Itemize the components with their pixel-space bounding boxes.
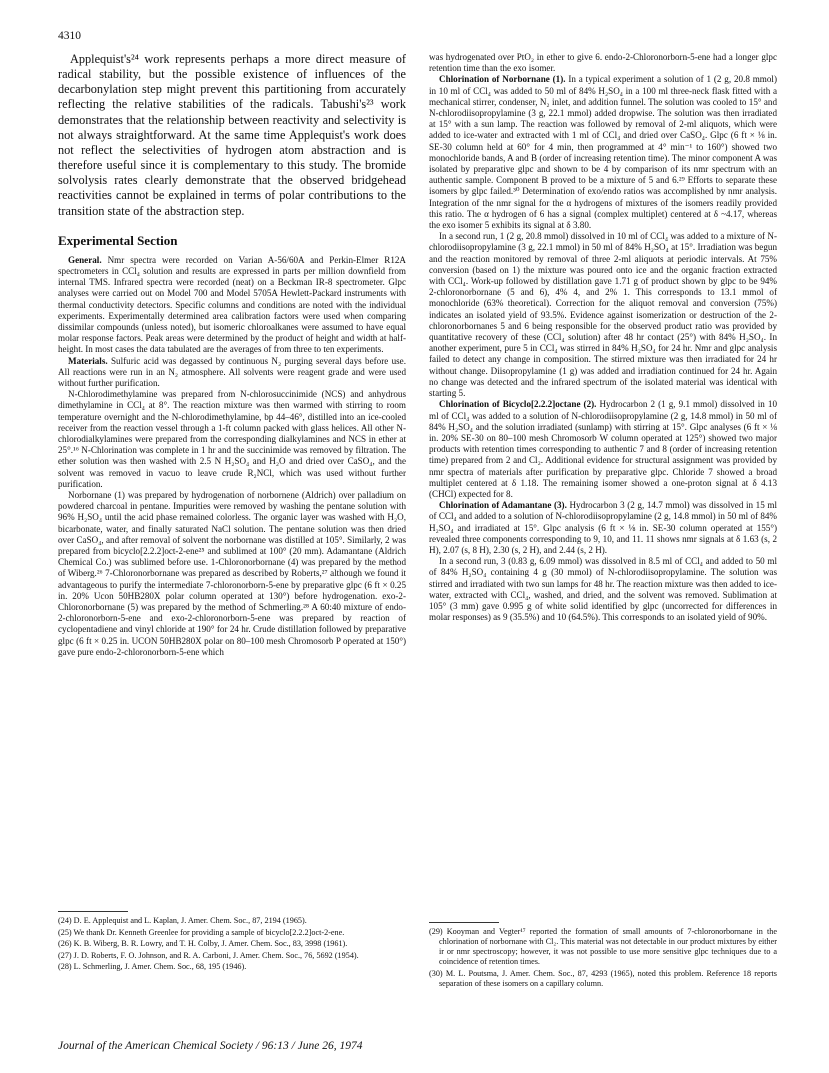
paragraph-text: In a typical experiment a solution of 1 (2 g, 20.8 mmol) in 10 ml of CCl₄ was added to 50 ml of 84% H₂SO₄ in a 100 ml three-neck flask fitted with a mechanical stirrer, condenser, N₂ inlet, and addition funnel. The solution was cooled to 15° and N-chlorodiisopropylamine (3 g, 22.1 mmol) added dropwise. The solution was then irradiated at 15° with a sun lamp. The reaction was followed by removal of 2-ml aliquots, which were added to ice-water and extracted with 1 ml of CCl₄ and dried over CaSO₄. Glpc (6 ft × ⅛ in. SE-30 column held at 60° for 4 min, then programmed at 4° min⁻¹ to 160°) showed two monochloride bands, A and B (order of increasing retention time). The minor component A was isolated by preparative glpc and shown to be 4 by comparison of its nmr spectrum with an authentic sample. Component B proved to be a mixture of 5 and 6.²⁹ Efforts to separate these isomers by glpc failed.³⁰ Determination of exo/endo ratios was accomplished by nmr analysis. Integration of the nmr signal for the α hydrogens of mixtures of the isomers readily provided this ratio. The α hydrogen of 6 has a signal (complex multiplet) centered at δ ~4.17, whereas the exo isomer 5 exhibits its signal at δ 3.80. bbox=[429, 74, 777, 231]
paragraph-text: Nmr spectra were recorded on Varian A-56/60A and Perkin-Elmer R12A spectrometers in CCl₄ solution and results are expressed in parts per million downfield from internal TMS. Infrared spectra were recorded (neat) on a Beckman IR-8 spectrometer. Glpc analyses were carried out on Model 700 and Model 5705A Hewlett-Packard instruments with thermal conductivity detectors. Specific columns and conditions are noted with the individual experiments. Experimentally determined area calibration factors were used when comparing dissimilar compounds (unless noted), but isomeric chloroalkanes were assumed to have equal molar response factors. Peak areas were determined by the product of height and width at half-height. In most cases the data tabulated are the averages of from three to ten experiments. bbox=[58, 254, 406, 355]
paragraph-text: Norbornane (1) was prepared by hydrogenation of norbornene (Aldrich) over palladium on powdered charcoal in pentane. Impurities were removed by washing the pentane solution with 96% H₂SO₄ until the acid phase remained colorless. The organic layer was washed with H₂O, bicarbonate, water, and finally saturated NaCl solution. The pentane solution was then dried over CaSO₄, and after removal of solvent the norbornane was distilled at 105°. Similarly, 2 was prepared from bicyclo[2.2.2]oct-2-ene²⁵ and sublimed at 100° (20 mm). Adamantane (Aldrich Chemical Co.) was sublimed before use. 1-Chloronorbornane (4) was prepared by the method of Wiberg.²⁶ 7-Chloronorbornane was prepared as described by Roberts,²⁷ although we found it advantageous to purify the intermediate 7-chloronorborn-5-ene by preparative glpc (6 ft × 0.25 in. 20% Ucon 50HB280X polar column operated at 130°) before hydrogenation. exo-2-Chloronorbornane (5) was prepared by the method of Schmerling.²⁸ A 60:40 mixture of endo-2-chloronorborn-5-ene and exo-2-chloronorborn-5-ene was prepared by reaction of cyclopentadiene and vinyl chloride at 190° for 24 hr. Crude distillation followed by preparative glpc (6 ft × 0.25 in. UCON 50HB280X polar on 80–100 mesh Chromosorb P operated at 150°) gave pure endo-2-chloronorborn-5-ene which bbox=[58, 489, 406, 657]
paragraph-chlorination-adamantane bbox=[429, 500, 777, 556]
footnote-divider bbox=[58, 911, 128, 912]
paragraph-text: In a second run, 3 (0.83 g, 6.09 mmol) was dissolved in 8.5 ml of CCl₄ and added to 50 ml of 84% H₂SO₄ containing 4 g (30 mmol) of N-chlorodiisopropylamine. The solution was stirred and irradiated with two sun lamps for 48 hr. The reaction mixture was then added to ice-water, extracted with CCl₄, washed, and dried, and the solvent was removed. Sublimation at 105° (3 mm) gave 0.995 g of white solid identified by glpc (uncorrected for differences in molar responses) as 9 (35.5%) and 10 (64.5%). This corresponds to an isolated yield of 90%. bbox=[429, 556, 777, 623]
left-column bbox=[58, 52, 406, 658]
paragraph-lead: General. bbox=[68, 254, 102, 265]
paragraph-chlorination-bicyclooctane bbox=[429, 399, 777, 500]
section-heading: Experimental Section bbox=[58, 232, 178, 248]
paragraph-lead: Materials. bbox=[68, 355, 108, 366]
paragraph-second-run-adamantane bbox=[429, 556, 777, 623]
paragraph-general bbox=[58, 255, 406, 356]
paragraph-lead: Chlorination of Bicyclo[2.2.2]octane (2). bbox=[439, 399, 597, 410]
paragraph-text: Hydrocarbon 3 (2 g, 14.7 mmol) was dissolved in 15 ml of CCl₄ and added to a solution of N-chlorodiisopropylamine (2 g, 14.8 mmol) in 50 ml of 84% H₂SO₄ and irradiated at 15°. Glpc analysis (6 ft × ⅛ in. SE-30 column operated at 155°) revealed three components corresponding to 9, 10, and 11. 11 shows nmr signals at δ 1.63 (s, 2 H), 2.07 (s, 8 H), 2.30 (s, 2 H), and 2.44 (s, 2 H). bbox=[429, 500, 777, 555]
footnote: (27) J. D. Roberts, F. O. Johnson, and R. A. Carboni, J. Amer. Chem. Soc., 76, 5692 (1954). bbox=[58, 950, 359, 960]
footnote: (26) K. B. Wiberg, B. R. Lowry, and T. H. Colby, J. Amer. Chem. Soc., 83, 3998 (1961). bbox=[58, 939, 348, 949]
journal-footer: Journal of the American Chemical Society / 96:13 / June 26, 1974 bbox=[58, 1040, 363, 1052]
footnote-divider bbox=[429, 922, 499, 923]
footnote: (28) L. Schmerling, J. Amer. Chem. Soc., 68, 195 (1946). bbox=[58, 962, 247, 972]
paragraph-lead: Chlorination of Norbornane (1). bbox=[439, 74, 566, 85]
footnotes-right bbox=[429, 922, 777, 991]
right-column bbox=[429, 52, 777, 623]
paragraph-chlorination-norbornane bbox=[429, 74, 777, 231]
intro-paragraph: Applequist's²⁴ work represents perhaps a more direct measure of radical stability, but the possible existence of influences of the decarbonylation step might prevent this partitioning from accurately reflecting the relative stabilities of the radicals. Tabushi's²³ work demonstrates that the relationship between reactivity and selectivity is not always straightforward. At the same time Applequist's work does not reflect the selectivities of hydrogen atom abstraction and is therefore useful since it is complementary to this study. The bromide solvolysis rates clearly demonstrate that the observed bridgehead reactivities cannot be explained in terms of polar contributions to the transition state of the abstraction step. bbox=[58, 52, 406, 218]
paragraph-second-run-norbornane bbox=[429, 231, 777, 399]
paragraph-lead: Chlorination of Adamantane (3). bbox=[439, 500, 567, 511]
footnotes-left bbox=[58, 911, 406, 974]
page-number: 4310 bbox=[58, 30, 81, 42]
paragraph-text: Hydrocarbon 2 (1 g, 9.1 mmol) dissolved in 10 ml of CCl₄ was added to a solution of N-chlorodiisopropylamine (2 g, 14.8 mmol) in 50 ml of 84% H₂SO₄ and the solution irradiated (sunlamp) with stirring at 15°. Glpc analyses (6 ft × ⅛ in. 20% SE-30 on 80–100 mesh Chromosorb W column operated at 125°) showed two major products with retention times corresponding to authentic 7 and 8 (order of increasing retention time) prepared from 2 and Cl₂. Additional evidence for structural assignment was provided by nmr spectra of materials after purification by preparative glpc. Chloride 7 showed a broad multiplet centered at δ 1.18. The remaining isomer showed a one-proton signal at δ 4.13 (CHCl) expected for 8. bbox=[429, 399, 777, 499]
paragraph-text: N-Chlorodimethylamine was prepared from N-chlorosuccinimide (NCS) and anhydrous dimethylamine in CCl₄ at 8°. The reaction mixture was then warmed with stirring to room temperature overnight and the N-chlorodimethylamine, bp 44–46°, distilled into an ice-cooled receiver from the reaction vessel through a 1-ft column packed with glass helices. All other N-chlorodialkylamines were prepared from the corresponding dialkylamines and NCS in ether at 25°.¹⁶ N-Chlorination was complete in 1 hr and the succinimide was removed by filtration. The ether solution was then washed with 2.5 N H₂SO₄ and H₂O and dried over CaSO₄, and the solvent was removed in vacuo to leave crude R₂NCl, which was used without further purification. bbox=[58, 389, 406, 489]
paragraph-text: In a second run, 1 (2 g, 20.8 mmol) dissolved in 10 ml of CCl₄ was added to a mixture of N-chlorodiisopropylamine (3 g, 22.1 mmol) in 50 ml of 84% H₂SO₄ at 15°. Irradiation was begun and the reaction monitored by removal of three 2-ml aliquots at periodic intervals. At 75% conversion (based on 1) the mixture was poured onto ice and the organic fraction extracted with CCl₄. Work-up followed by distillation gave 1.71 g of product shown by glpc to be 94% 2-chloronorbornane (5 and 6), 4% 4, and 2% 1. This corresponds to 13.1 mmol of monochloride (63% theoretical). Correction for the aliquot removal and conversion (75%) indicates an isolated yield of 93.5%. Evidence against isomerization or destruction of the 2-chloronorbornanes 5 and 6 being responsible for the observed product ratio was provided by quantitative recovery of these (CCl₄ solution) after 48 hr contact (25°) with 84% H₂SO₄. In another experiment, pure 5 in CCl₄ was stirred in 84% H₂SO₄ for 24 hr. Nmr and glpc analysis failed to detect any change in composition. The stirred mixture was then irradiated for 24 hr without change. Diisopropylamine (1 g) was added and irradiation continued for 24 hr. Again no change was detected and the infrared spectrum of the isolated material was identical with starting 5. bbox=[429, 231, 777, 399]
paragraph-text: Sulfuric acid was degassed by continuous N₂ purging several days before use. All reactions were run in an N₂ atmosphere. All solvents were reagent grade and were used without further purification. bbox=[58, 355, 406, 388]
footnote: (30) M. L. Poutsma, J. Amer. Chem. Soc., 87, 4293 (1965), noted this problem. Reference 18 reports separation of these isomers on a capillary column. bbox=[429, 968, 777, 988]
paragraph-materials bbox=[58, 356, 406, 390]
paragraph-chloroamines bbox=[58, 389, 406, 490]
paragraph-text: was hydrogenated over PtO₂ in ether to give 6. endo-2-Chloronorborn-5-ene had a longer glpc retention time than the exo isomer. bbox=[429, 52, 777, 74]
paragraph-continuation bbox=[429, 52, 777, 74]
footnote: (24) D. E. Applequist and L. Kaplan, J. Amer. Chem. Soc., 87, 2194 (1965). bbox=[58, 916, 307, 925]
footnote: (29) Kooyman and Vegter¹⁷ reported the formation of small amounts of 7-chloronorbornane in the chlorination of norbornane with Cl₂. This material was not detectable in our product mixtures by either ir or nmr spectroscopy; however, it was not possible to use more sensitive glpc techniques due to a coincidence of retention times. bbox=[429, 927, 777, 967]
paragraph-norbornane-prep bbox=[58, 490, 406, 658]
footnote: (25) We thank Dr. Kenneth Greenlee for providing a sample of bicyclo[2.2.2]oct-2-ene. bbox=[58, 927, 345, 937]
